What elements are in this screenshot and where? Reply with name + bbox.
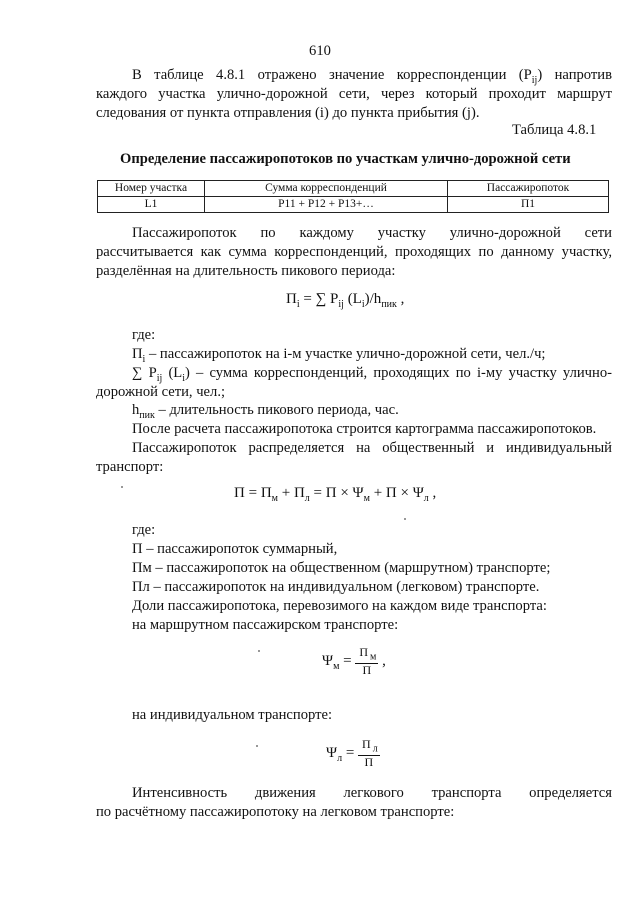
definition-peak: $h_{пик}$ – длительность пикового периода, час.	[132, 402, 399, 421]
word: сети	[584, 225, 612, 241]
intro-line-2: каждого участка улично-дорожной сети, через который проходит маршрут	[96, 86, 612, 102]
formula-share-private: $\Psi_л$ = $\frac{П _л}{П}$	[326, 737, 378, 770]
word: Пассажиропоток	[132, 225, 237, 241]
shares-intro: Доли пассажиропотока, перевозимого на каждом виде транспорта:	[132, 598, 547, 614]
formula-distribution: $П = П_м + П_л = П \times \Psi_м + П \times \Psi_л$ ,	[234, 485, 437, 504]
formula-passenger-flow: $П_i$ = ∑ $P_{ij}$ $(L_i)/h_{пик}$ ,	[286, 291, 405, 310]
word: движения	[254, 785, 316, 801]
where-label: где:	[132, 522, 156, 538]
para1-line-3: разделённая на длительность пикового периода:	[96, 263, 396, 279]
page-number: 610	[309, 43, 331, 59]
route-transport-label: на маршрутном пассажирском транспорте:	[132, 617, 399, 633]
definition-sum: ∑ $P_{ij}$ $(L_i)$ – сумма корреспонденций, проходящих по i-му участку улично-	[132, 365, 612, 384]
para1-line-2: рассчитывается как сумма корреспонденций, проходящих по данному участку,	[96, 244, 612, 260]
word: легкового	[343, 785, 404, 801]
word: участку	[377, 225, 426, 241]
definition-flow: $П_i$ – пассажиропоток на i-м участке улично-дорожной сети, чел./ч;	[132, 346, 546, 365]
definition-public: Пм – пассажиропоток на общественном (маршрутном) транспорте;	[132, 560, 551, 576]
table-header-cell: Сумма корреспонденций	[205, 181, 448, 197]
correspondence-table	[97, 180, 609, 213]
scan-speck	[258, 650, 260, 652]
word: транспорта	[431, 785, 502, 801]
intro-line-3: следования от пункта отправления (i) до пункта прибытия (j).	[96, 105, 480, 121]
word: каждому	[299, 225, 354, 241]
scan-speck	[121, 486, 123, 488]
table-header-row	[98, 181, 609, 197]
table-cell: L1	[98, 197, 205, 213]
table-cell: P11 + P12 + P13+…	[205, 197, 448, 213]
table-row	[98, 197, 609, 213]
distribution-line-1: Пассажиропоток распределяется на общественный и индивидуальный	[132, 440, 612, 456]
definition-total: П – пассажиропоток суммарный,	[132, 541, 338, 557]
word: улично-дорожной	[449, 225, 561, 241]
intensity-line-1	[132, 784, 612, 803]
scan-speck	[256, 745, 258, 747]
table-header-cell: Номер участка	[98, 181, 205, 197]
word: по	[260, 225, 276, 241]
table-title: Определение пассажиропотоков по участкам улично-дорожной сети	[120, 151, 571, 167]
para1-line-1	[132, 224, 612, 243]
definition-private: Пл – пассажиропоток на индивидуальном (легковом) транспорте.	[132, 579, 540, 595]
word: Интенсивность	[132, 785, 228, 801]
scan-speck	[404, 518, 406, 520]
definition-sum-cont: дорожной сети, чел.;	[96, 384, 226, 400]
formula-share-public: $\Psi_м$ = $\frac{П _м}{П}$ ,	[322, 645, 386, 678]
distribution-line-2: транспорт:	[96, 459, 164, 475]
table-header-cell: Пассажиропоток	[448, 181, 609, 197]
table-caption: Таблица 4.8.1	[512, 122, 597, 138]
intro-line-1: В таблице 4.8.1 отражено значение корреспонденции $(P_{ij})$ напротив	[132, 67, 612, 86]
table-cell: П1	[448, 197, 609, 213]
intensity-line-2: по расчётному пассажиропотоку на легковом транспорте:	[96, 804, 455, 820]
individual-transport-label: на индивидуальном транспорте:	[132, 707, 333, 723]
word: определяется	[529, 785, 612, 801]
where-label: где:	[132, 327, 156, 343]
after-calc-line: После расчета пассажиропотока строится картограмма пассажиропотоков.	[132, 421, 597, 437]
